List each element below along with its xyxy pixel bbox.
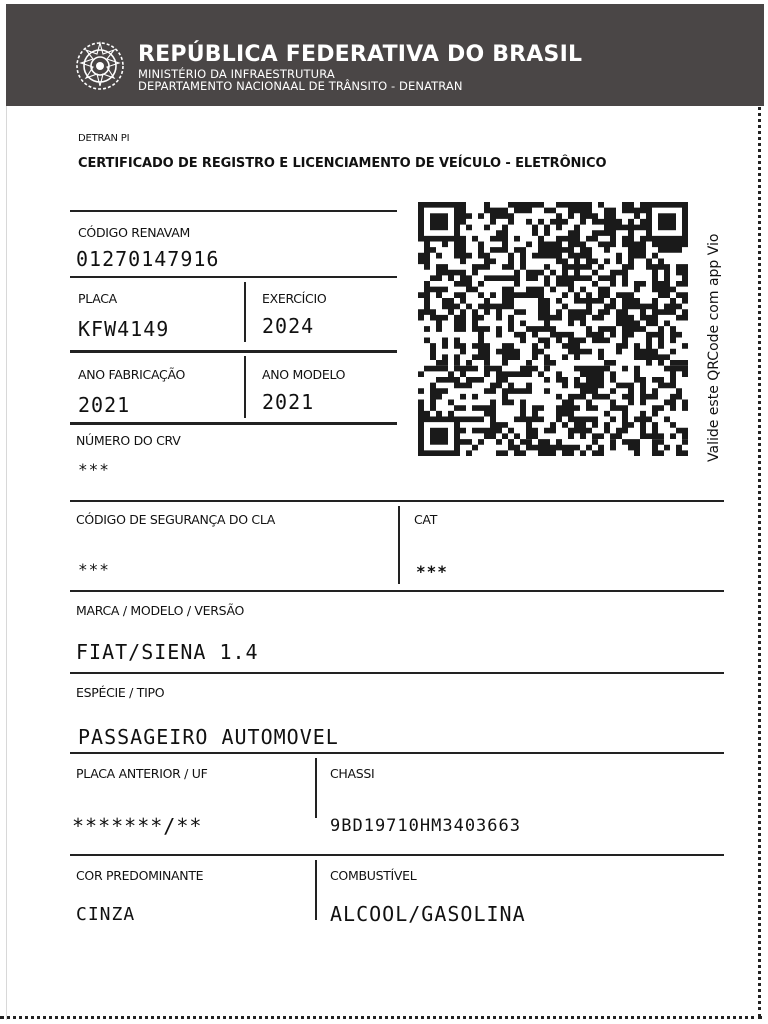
combustivel-value: ALCOOL/GASOLINA bbox=[330, 902, 526, 926]
divider bbox=[70, 590, 724, 592]
renavam-value: 01270147916 bbox=[76, 247, 220, 271]
divider-vertical bbox=[244, 356, 246, 418]
issuer-label: DETRAN PI bbox=[78, 133, 130, 144]
renavam-label: CÓDIGO RENAVAM bbox=[78, 225, 190, 240]
cat-value: *** bbox=[416, 562, 448, 581]
divider bbox=[70, 350, 397, 353]
divider-vertical bbox=[398, 506, 400, 584]
country-title: REPÚBLICA FEDERATIVA DO BRASIL bbox=[138, 42, 583, 67]
marca-value: FIAT/SIENA 1.4 bbox=[76, 640, 259, 664]
ano-fabricacao-value: 2021 bbox=[78, 393, 131, 417]
divider bbox=[70, 672, 724, 674]
exercicio-value: 2024 bbox=[262, 314, 315, 338]
divider-vertical bbox=[315, 860, 317, 920]
divider-vertical bbox=[315, 758, 317, 818]
cor-value: CINZA bbox=[76, 904, 136, 925]
crv-label: NÚMERO DO CRV bbox=[76, 433, 181, 448]
placa-value: KFW4149 bbox=[78, 317, 170, 341]
department-label: DEPARTAMENTO NACIONAAL DE TRÂNSITO - DENATRAN bbox=[138, 79, 463, 93]
document-title: CERTIFICADO DE REGISTRO E LICENCIAMENTO DE VEÍCULO - ELETRÔNICO bbox=[78, 156, 607, 171]
brasil-coat-of-arms-icon bbox=[74, 40, 126, 92]
divider bbox=[70, 276, 397, 278]
qr-finder bbox=[430, 428, 448, 445]
seguranca-cla-value: *** bbox=[78, 560, 110, 579]
placa-anterior-label: PLACA ANTERIOR / UF bbox=[76, 766, 208, 781]
cat-label: CAT bbox=[414, 512, 438, 527]
combustivel-label: COMBUSTÍVEL bbox=[330, 868, 417, 883]
placa-anterior-value: *******/** bbox=[72, 814, 203, 838]
divider-vertical bbox=[244, 282, 246, 342]
chassi-label: CHASSI bbox=[330, 766, 375, 781]
qr-finder bbox=[430, 213, 448, 230]
qr-validation-note: Valide este QRCode com app Vio bbox=[706, 233, 722, 462]
ano-fabricacao-label: ANO FABRICAÇÃO bbox=[78, 367, 186, 382]
ano-modelo-label: ANO MODELO bbox=[262, 367, 346, 382]
especie-value: PASSAGEIRO AUTOMOVEL bbox=[78, 725, 339, 749]
cut-line-bottom bbox=[0, 1016, 762, 1019]
chassi-value: 9BD19710HM3403663 bbox=[330, 816, 521, 836]
divider bbox=[70, 752, 724, 754]
cut-line-right bbox=[758, 100, 761, 1018]
crv-value: *** bbox=[78, 460, 110, 479]
marca-label: MARCA / MODELO / VERSÃO bbox=[76, 603, 245, 618]
qr-finder bbox=[658, 213, 676, 230]
qr-code bbox=[418, 202, 688, 456]
divider bbox=[70, 422, 397, 425]
divider bbox=[70, 210, 397, 212]
especie-label: ESPÉCIE / TIPO bbox=[76, 685, 165, 700]
ano-modelo-value: 2021 bbox=[262, 390, 315, 414]
divider bbox=[70, 500, 724, 502]
divider bbox=[70, 854, 724, 856]
placa-label: PLACA bbox=[78, 291, 117, 306]
seguranca-cla-label: CÓDIGO DE SEGURANÇA DO CLA bbox=[76, 512, 276, 527]
exercicio-label: EXERCÍCIO bbox=[262, 291, 327, 306]
ministry-label: MINISTÉRIO DA INFRAESTRUTURA bbox=[138, 67, 335, 81]
cor-label: COR PREDOMINANTE bbox=[76, 868, 204, 883]
